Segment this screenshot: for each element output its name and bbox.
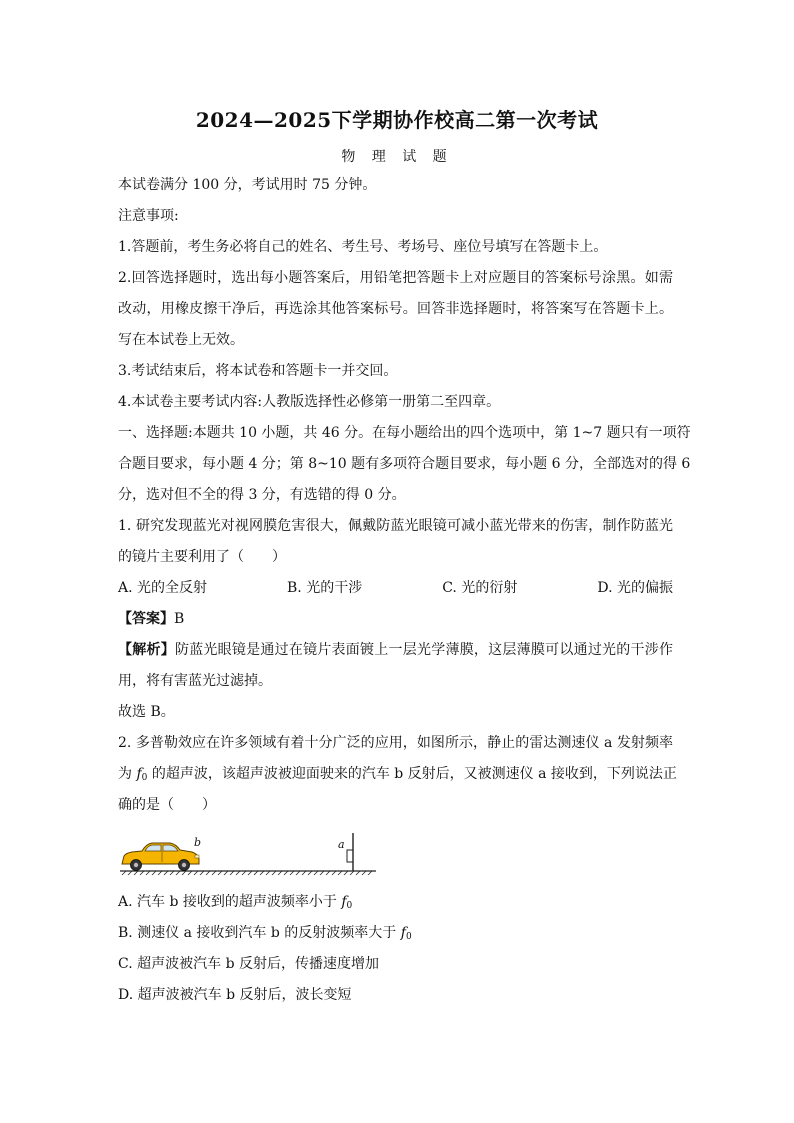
full-score-text: 本试卷满分 100 分，考试用时 75 分钟。 — [118, 177, 377, 193]
f0-symbol-b: f — [400, 925, 406, 941]
q1-stem-line-2: 的镜片主要利用了（ ） — [118, 549, 286, 565]
q2-option-a — [118, 887, 673, 918]
q2-stem-prefix: 为 — [118, 766, 137, 782]
f0-subscript: 0 — [141, 773, 148, 783]
q1-option-b: B. 光的干涉 — [287, 580, 363, 596]
q1-option-d: D. 光的偏振 — [597, 580, 673, 596]
analysis-label: 【解析】 — [118, 642, 175, 658]
q2-stem-rest: 的超声波，该超声波被迎面驶来的汽车 b 反射后，又被测速仪 a 接收到，下列说法正 — [147, 766, 677, 782]
section1-line-2: 合题目要求，每小题 4 分；第 8~10 题有多项符合题目要求，每小题 6 分，全部选对的得 6 — [118, 456, 691, 472]
section1-line-1: 一、选择题:本题共 10 小题，共 46 分。在每小题给出的四个选项中，第 1~7 题只有一项符 — [118, 425, 691, 441]
exam-subtitle: 物 理 试 题 — [341, 149, 453, 165]
q2-option-c: C. 超声波被汽车 b 反射后，传播速度增加 — [118, 956, 379, 972]
answer-value: B — [174, 611, 185, 627]
note-3: 3.考试结束后，将本试卷和答题卡一并交回。 — [118, 363, 398, 379]
q2-stem-line-3: 确的是（ ） — [118, 797, 216, 813]
note-2-line-3: 写在本试卷上无效。 — [118, 332, 244, 348]
q1-answer — [118, 604, 673, 635]
answer-label: 【答案】 — [118, 611, 174, 627]
q2-options — [118, 887, 673, 1011]
q2-option-b — [118, 918, 673, 949]
q2-stem-line-2 — [118, 759, 677, 790]
q2-option-d: D. 超声波被汽车 b 反射后，波长变短 — [118, 987, 352, 1003]
f0-sub-b: 0 — [405, 932, 412, 942]
note-4: 4.本试卷主要考试内容:人教版选择性必修第一册第二至四章。 — [118, 394, 501, 410]
f0-sub-a: 0 — [346, 901, 353, 911]
note-2-line-2: 改动，用橡皮擦干净后，再选涂其他答案标号。回答非选择题时，将答案写在答题卡上。 — [118, 301, 673, 317]
notes-heading: 注意事项: — [118, 208, 179, 224]
f0-symbol-a: f — [341, 894, 347, 910]
car-label: b — [194, 836, 202, 849]
exam-title: 2024—2025下学期协作校高二第一次考试 — [195, 108, 599, 132]
q1-option-a: A. 光的全反射 — [118, 580, 208, 596]
section1-line-3: 分，选对但不全的得 3 分，有选错的得 0 分。 — [118, 487, 406, 503]
q1-options — [118, 573, 673, 604]
note-2-line-1: 2.回答选择题时，选出每小题答案后，用铅笔把答题卡上对应题目的答案标号涂黑。如需 — [118, 270, 673, 286]
q2-stem-line-1: 2. 多普勒效应在许多领域有着十分广泛的应用，如图所示，静止的雷达测速仪 a 发射频率 — [118, 735, 673, 751]
doppler-figure — [118, 828, 378, 878]
car-b-icon — [122, 843, 199, 871]
q1-analysis-line-1 — [118, 635, 673, 666]
radar-device-a-icon — [347, 833, 353, 871]
q1-stem-line-1: 1. 研究发现蓝光对视网膜危害很大，佩戴防蓝光眼镜可减小蓝光带来的伤害，制作防蓝光 — [118, 518, 673, 534]
q2-option-b-text: B. 测速仪 a 接收到汽车 b 的反射波频率大于 — [118, 925, 401, 941]
analysis-text: 防蓝光眼镜是通过在镜片表面镀上一层光学薄膜，这层薄膜可以通过光的干涉作 — [174, 642, 674, 658]
q1-option-c: C. 光的衍射 — [442, 580, 518, 596]
f0-symbol: f — [136, 766, 142, 782]
q1-analysis-line-2: 用，将有害蓝光过滤掉。 — [118, 673, 272, 689]
q1-conclusion: 故选 B。 — [118, 704, 175, 720]
device-label: a — [338, 838, 345, 851]
q2-option-a-text: A. 汽车 b 接收到的超声波频率小于 — [118, 894, 342, 910]
exam-body — [118, 170, 691, 821]
note-1: 1.答题前，考生务必将自己的姓名、考生号、考场号、座位号填写在答题卡上。 — [118, 239, 608, 255]
